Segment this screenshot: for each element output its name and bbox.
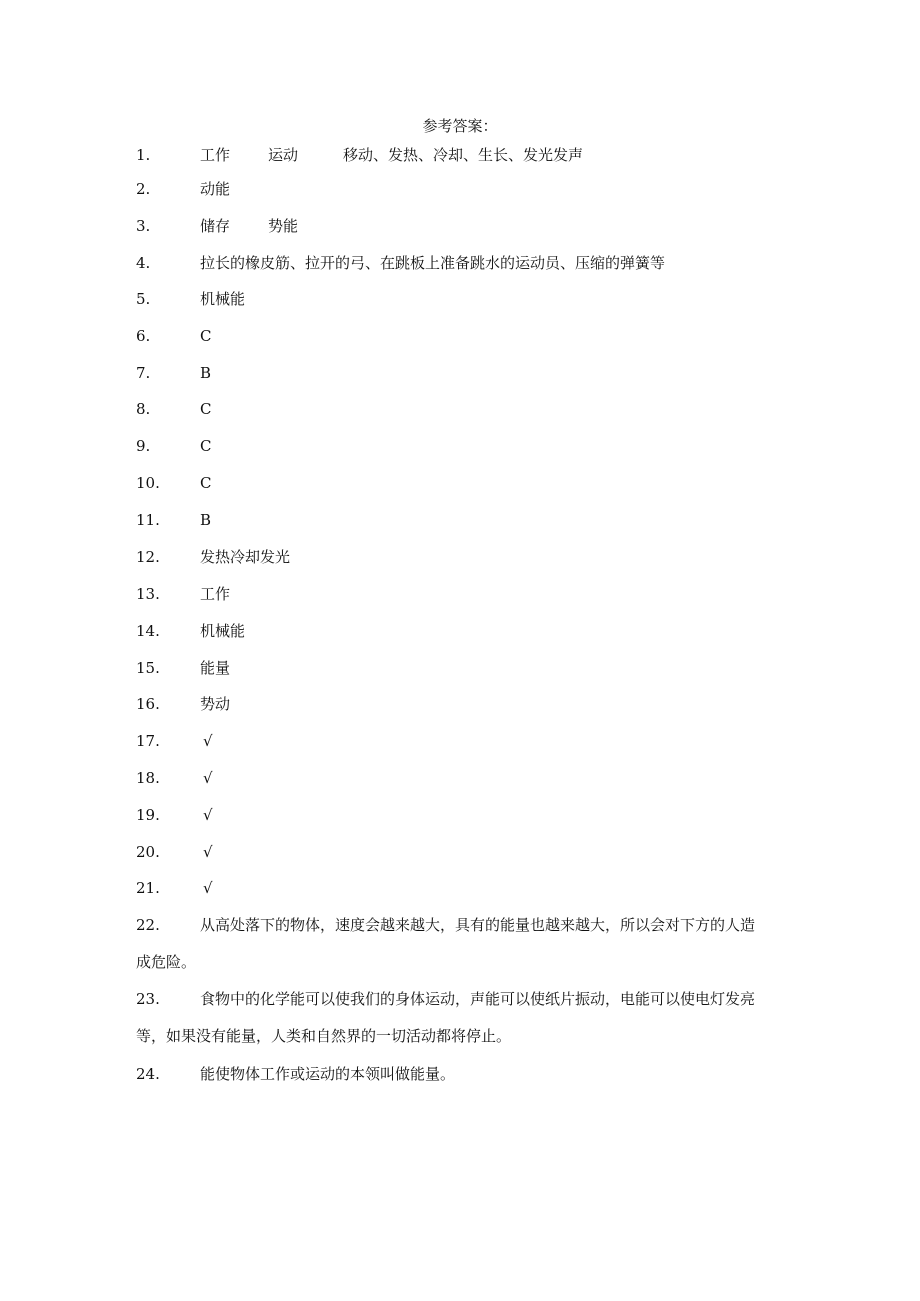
answer-number: 5. bbox=[136, 290, 151, 308]
answer-number: 9. bbox=[136, 437, 151, 455]
answer-text: 机械能 bbox=[200, 622, 246, 640]
answer-row-12 bbox=[0, 546, 920, 568]
answer-text: 发热冷却发光 bbox=[200, 548, 291, 566]
page-title: 参考答案： bbox=[422, 117, 498, 135]
answer-number: 14. bbox=[136, 622, 160, 640]
answer-number: 19. bbox=[136, 806, 160, 824]
answer-row-14 bbox=[0, 620, 920, 642]
answer-row-2 bbox=[0, 178, 920, 200]
answer-number: 15. bbox=[136, 659, 160, 677]
answer-text-line2: 等，如果没有能量，人类和自然界的一切活动都将停止。 bbox=[136, 1027, 512, 1045]
answer-text: 能使物体工作或运动的本领叫做能量。 bbox=[200, 1065, 456, 1083]
answer-row-7 bbox=[0, 362, 920, 384]
check-mark: √ bbox=[203, 879, 213, 897]
check-mark: √ bbox=[203, 769, 213, 787]
answer-text-line2: 成危险。 bbox=[136, 953, 197, 971]
answer-row-21 bbox=[0, 877, 920, 899]
check-mark: √ bbox=[203, 843, 213, 861]
answer-text: B bbox=[200, 511, 212, 529]
answer-text: C bbox=[200, 400, 212, 418]
answer-row-23 bbox=[0, 981, 920, 1055]
answer-text: 能量 bbox=[200, 659, 231, 677]
answer-text: C bbox=[200, 474, 212, 492]
answer-text: 势动 bbox=[200, 695, 231, 713]
answer-number: 13. bbox=[136, 585, 160, 603]
answer-text-line1: 食物中的化学能可以使我们的身体运动，声能可以使纸片振动，电能可以使电灯发亮 bbox=[200, 990, 756, 1008]
answer-row-16 bbox=[0, 693, 920, 715]
answer-row-8 bbox=[0, 398, 920, 420]
answer-number: 4. bbox=[136, 254, 151, 272]
answer-number: 16. bbox=[136, 695, 160, 713]
answer-row-24 bbox=[0, 1063, 920, 1085]
answer-number: 2. bbox=[136, 180, 151, 198]
answer-row-15 bbox=[0, 657, 920, 679]
answer-number: 1. bbox=[136, 146, 151, 164]
answer-row-9 bbox=[0, 435, 920, 457]
answer-number: 21. bbox=[136, 879, 160, 897]
answer-text: B bbox=[200, 364, 212, 382]
answer-text: 运动 bbox=[268, 146, 299, 164]
answer-row-13 bbox=[0, 583, 920, 605]
check-mark: √ bbox=[203, 732, 213, 750]
answer-text: 动能 bbox=[200, 180, 231, 198]
answer-text: 工作 bbox=[200, 585, 231, 603]
answer-row-17 bbox=[0, 730, 920, 752]
answer-number: 7. bbox=[136, 364, 151, 382]
answer-row-19 bbox=[0, 804, 920, 826]
answer-row-1 bbox=[0, 144, 920, 166]
answer-text: 拉长的橡皮筋、拉开的弓、在跳板上准备跳水的运动员、压缩的弹簧等 bbox=[200, 254, 666, 272]
answer-text: C bbox=[200, 437, 212, 455]
answer-text: C bbox=[200, 327, 212, 345]
answer-row-5 bbox=[0, 288, 920, 310]
check-mark: √ bbox=[203, 806, 213, 824]
answer-text: 移动、发热、冷却、生长、发光发声 bbox=[343, 146, 584, 164]
answer-row-4 bbox=[0, 252, 920, 274]
answer-text: 势能 bbox=[268, 217, 299, 235]
answer-number: 8. bbox=[136, 400, 151, 418]
answer-number: 20. bbox=[136, 843, 160, 861]
answer-number: 18. bbox=[136, 769, 160, 787]
answer-text: 工作 bbox=[200, 146, 231, 164]
answer-row-3 bbox=[0, 215, 920, 237]
answer-number: 3. bbox=[136, 217, 151, 235]
answer-row-18 bbox=[0, 767, 920, 789]
answer-text: 机械能 bbox=[200, 290, 246, 308]
answer-number: 17. bbox=[136, 732, 160, 750]
answer-row-10 bbox=[0, 472, 920, 494]
answer-row-6 bbox=[0, 325, 920, 347]
answer-text: 储存 bbox=[200, 217, 231, 235]
answer-number: 23. bbox=[136, 990, 160, 1008]
answer-row-22 bbox=[0, 907, 920, 981]
answer-number: 12. bbox=[136, 548, 160, 566]
answer-number: 22. bbox=[136, 916, 160, 934]
answer-number: 10. bbox=[136, 474, 160, 492]
answer-row-20 bbox=[0, 841, 920, 863]
answer-row-11 bbox=[0, 509, 920, 531]
answer-number: 11. bbox=[136, 511, 160, 529]
answer-number: 6. bbox=[136, 327, 151, 345]
answer-number: 24. bbox=[136, 1065, 160, 1083]
answer-text-line1: 从高处落下的物体，速度会越来越大，具有的能量也越来越大，所以会对下方的人造 bbox=[200, 916, 756, 934]
